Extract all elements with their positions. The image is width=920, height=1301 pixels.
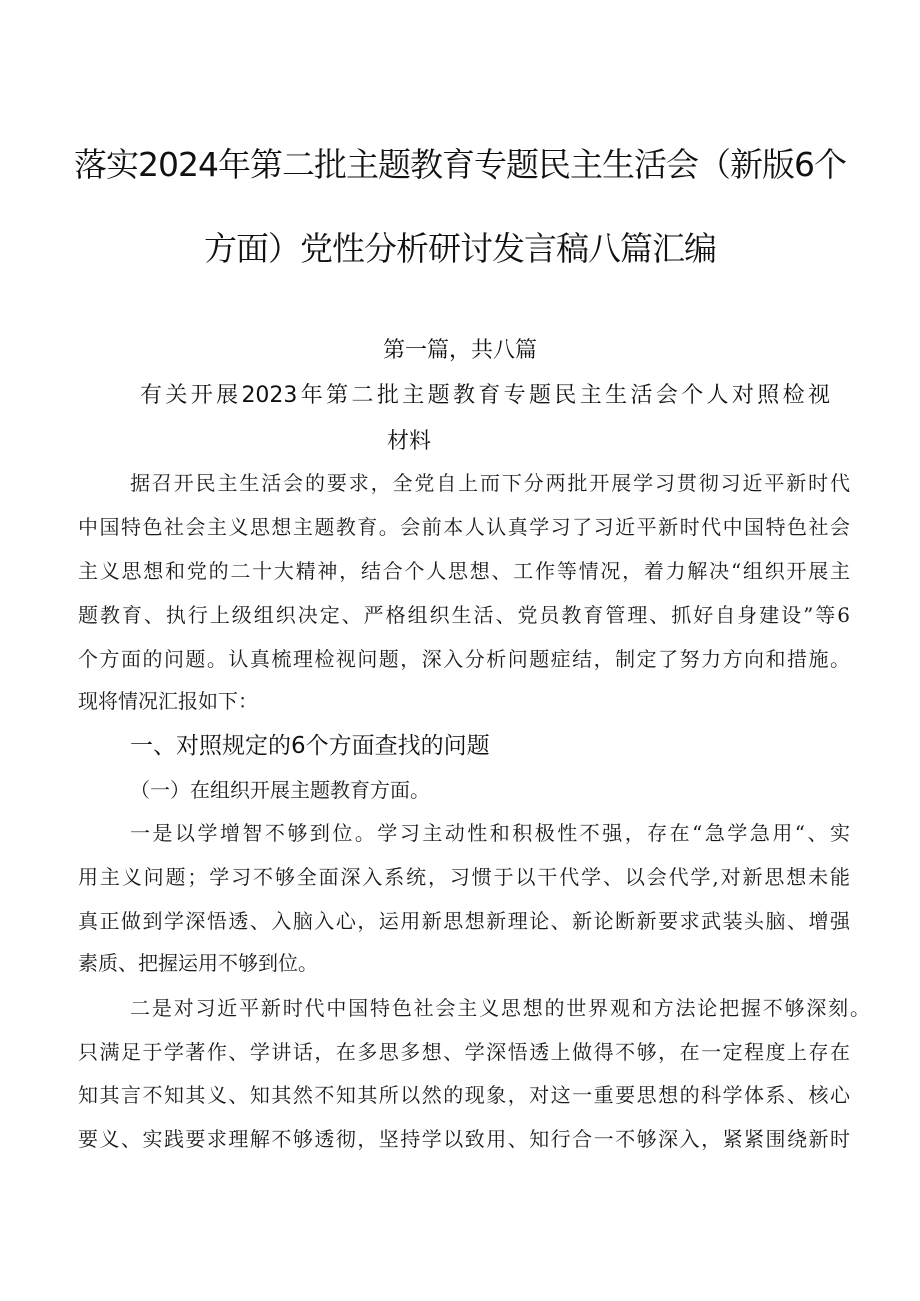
paragraph-line: 现将情况汇报如下： (78, 689, 258, 713)
paragraph-line: 个方面的问题。认真梳理检视问题，深入分析问题症结，制定了努力方向和措施。 (78, 647, 850, 671)
paragraph-line: 题教育、执行上级组织决定、严格组织生活、党员教育管理、抓好自身建设”等6 (78, 603, 850, 627)
point-line: 要义、实践要求理解不够透彻，坚持学以致用、知行合一不够深入，紧紧围绕新时 (78, 1127, 850, 1151)
paragraph-line: 据召开民主生活会的要求，全党自上而下分两批开展学习贯彻习近平新时代 (130, 471, 850, 495)
part-label: 第一篇，共八篇 (382, 338, 537, 363)
point-line: 真正做到学深悟透、入脑入心，运用新思想新理论、新论断新要求武装头脑、增强 (78, 909, 850, 933)
point-line: 一是以学增智不够到位。学习主动性和积极性不强，存在“急学急用“、实 (130, 821, 850, 845)
document-title-line-1: 落实2024年第二批主题教育专题民主生活会（新版6个 (74, 145, 846, 184)
article-title-line-1: 有关开展2023年第二批主题教育专题民主生活会个人对照检视 (140, 383, 830, 408)
subsection-heading: （一）在组织开展主题教育方面。 (130, 778, 430, 802)
document-title-line-2: 方面）党性分析研讨发言稿八篇汇编 (204, 229, 716, 268)
point-line: 素质、把握运用不够到位。 (78, 951, 318, 975)
point-line: 知其言不知其义、知其然不知其所以然的现象，对这一重要思想的科学体系、核心 (78, 1083, 850, 1107)
paragraph-line: 主义思想和党的二十大精神，结合个人思想、工作等情况，着力解决“组织开展主 (78, 559, 850, 583)
article-title-line-2: 材料 (387, 429, 432, 454)
point-line: 用主义问题；学习不够全面深入系统，习惯于以干代学、以会代学,对新思想未能 (78, 865, 850, 889)
section-heading: 一、对照规定的6个方面查找的问题 (130, 733, 490, 759)
point-line: 只满足于学著作、学讲话，在多思多想、学深悟透上做得不够，在一定程度上存在 (78, 1040, 850, 1064)
paragraph-line: 中国特色社会主义思想主题教育。会前本人认真学习了习近平新时代中国特色社会 (78, 515, 850, 539)
point-line: 二是对习近平新时代中国特色社会主义思想的世界观和方法论把握不够深刻。 (130, 996, 870, 1020)
